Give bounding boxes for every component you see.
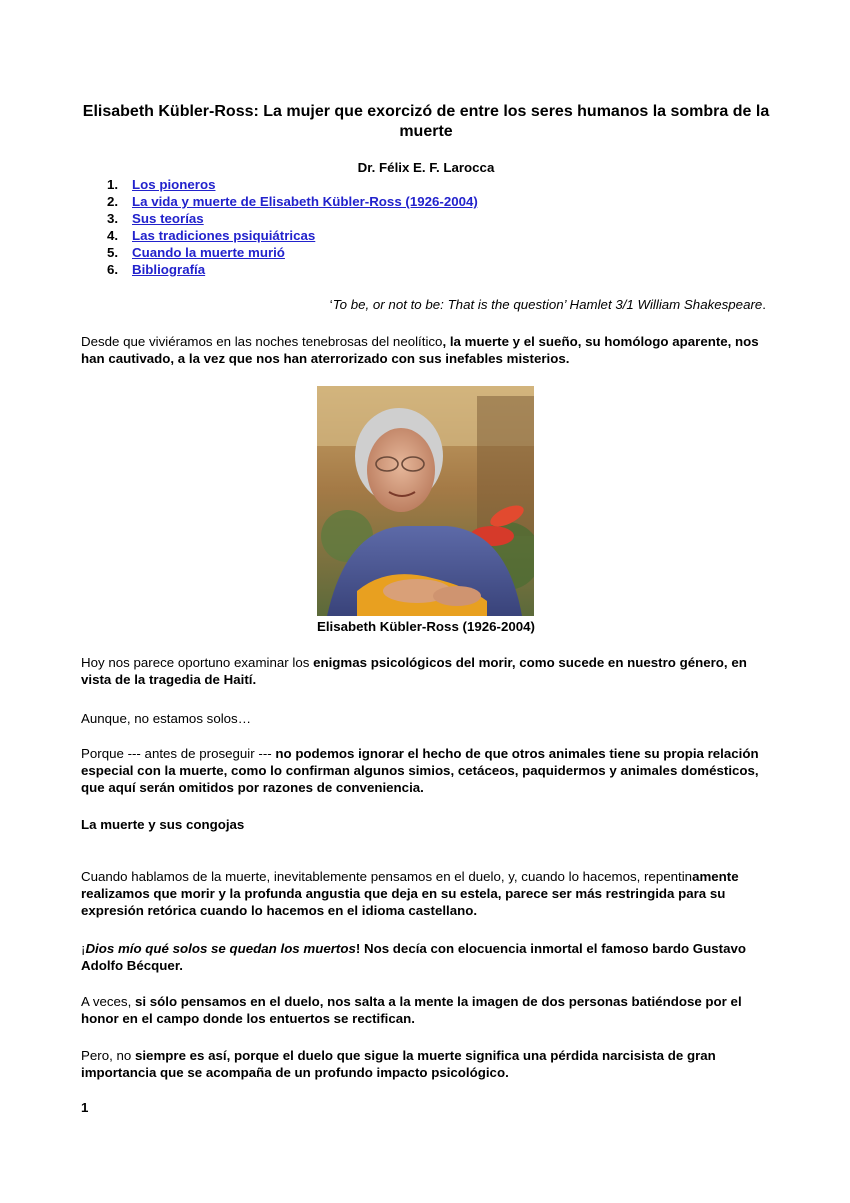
- toc-link-bibliografia[interactable]: Bibliografía: [132, 262, 206, 277]
- page-number: 1: [81, 1100, 89, 1115]
- table-of-contents: [81, 176, 478, 278]
- paragraph-enigmas: Hoy nos parece oportuno examinar los enigmas psicológicos del morir, como sucede en nuestro género, en vista de la tragedia de Haití.: [81, 655, 747, 687]
- portrait-photo: [317, 386, 534, 616]
- author-line: Dr. Félix E. F. Larocca: [357, 160, 495, 175]
- toc-link-cuando-la-muerte-murio[interactable]: Cuando la muerte murió: [132, 245, 285, 260]
- portrait-photo-image: [317, 386, 534, 616]
- paragraph-no-estamos-solos: Aunque, no estamos solos…: [81, 711, 252, 726]
- document-title: Elisabeth Kübler-Ross: La mujer que exorcizó de entre los seres humanos la sombra de la muerte: [82, 103, 770, 140]
- toc-link-los-pioneros[interactable]: Los pioneros: [132, 177, 216, 192]
- toc-item: 5. Cuando la muerte murió: [107, 245, 285, 260]
- section-heading: La muerte y sus congojas: [81, 817, 245, 832]
- toc-link-vida-y-muerte[interactable]: La vida y muerte de Elisabeth Kübler-Ross (1926-2004): [132, 194, 478, 209]
- toc-link-sus-teorias[interactable]: Sus teorías: [132, 211, 204, 226]
- toc-item: 3. Sus teorías: [107, 211, 204, 226]
- paragraph-pero: Pero, no siempre es así, porque el duelo que sigue la muerte significa una pérdida narcisista de gran importancia que se acompaña de un profundo impacto psicológico.: [81, 1048, 716, 1080]
- photo-caption: Elisabeth Kübler-Ross (1926-2004): [316, 619, 535, 634]
- toc-item: 2. La vida y muerte de Elisabeth Kübler-Ross (1926-2004): [107, 194, 478, 209]
- paragraph-intro: Desde que viviéramos en las noches tenebrosas del neolítico, la muerte y el sueño, su homólogo aparente, nos han cautivado, a la vez que nos han aterrorizado con sus inefables misterios.: [81, 334, 759, 366]
- paragraph-animales: Porque --- antes de proseguir --- no podemos ignorar el hecho de que otros animales tiene su propia relación especial con la muerte, como lo confirman algunos simios, cetáceos, paquidermos y animales domésticos, que aquí serán omitidos por razones de conveniencia.: [81, 746, 759, 795]
- toc-item: 1. Los pioneros: [107, 177, 216, 192]
- paragraph-a-veces: A veces, si sólo pensamos en el duelo, nos salta a la mente la imagen de dos personas batiéndose por el honor en el campo donde los entuertos se rectifican.: [81, 994, 742, 1026]
- paragraph-duelo: Cuando hablamos de la muerte, inevitablemente pensamos en el duelo, y, cuando lo hacemos, repentinamente realizamos que morir y la profunda angustia que deja en su estela, parece ser más restringida para su expresión retórica cuando lo hacemos en el idioma castellano.: [81, 869, 739, 918]
- toc-item: 4. Las tradiciones psiquiátricas: [107, 228, 316, 243]
- toc-link-tradiciones-psiquiatricas[interactable]: Las tradiciones psiquiátricas: [132, 228, 316, 243]
- toc-item: 6. Bibliografía: [107, 262, 206, 277]
- paragraph-becquer: ¡Dios mío qué solos se quedan los muertos! Nos decía con elocuencia inmortal el famoso bardo Gustavo Adolfo Bécquer.: [81, 941, 747, 973]
- epigraph-quote: ‘To be, or not to be: That is the question’ Hamlet 3/1 William Shakespeare.: [329, 297, 766, 312]
